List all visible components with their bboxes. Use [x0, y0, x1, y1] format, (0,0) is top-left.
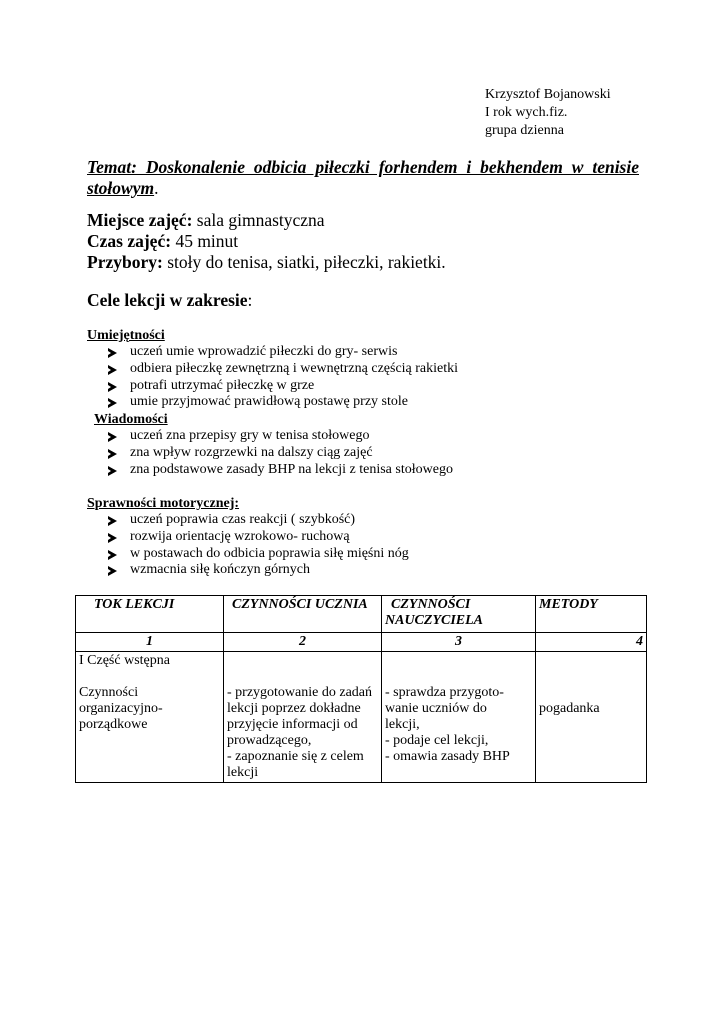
info-place-value: sala gimnastyczna [192, 210, 325, 230]
lesson-topic-suffix: . [154, 178, 159, 198]
knowledge-heading: Wiadomości [94, 412, 168, 427]
column-number: 4 [536, 633, 647, 652]
arrow-bullet-icon [108, 533, 117, 543]
info-time-label: Czas zajęć: [87, 231, 172, 251]
column-number: 2 [224, 633, 382, 652]
goals-heading-suffix: : [247, 290, 253, 310]
motor-list [108, 512, 409, 579]
arrow-bullet-icon [108, 382, 117, 392]
list-item: zna podstawowe zasady BHP na lekcji z tenisa stołowego [108, 462, 453, 479]
lesson-topic [87, 157, 639, 199]
row1-czynnosci-nauczyciela: - sprawdza przygoto- wanie uczniów do lekcji, - podaje cel lekcji, - omawia zasady BHP [382, 652, 536, 783]
motor-heading: Sprawności motorycznej: [87, 496, 240, 511]
table-header-row [76, 596, 647, 633]
list-item: uczeń zna przepisy gry w tenisa stołowego [108, 428, 453, 445]
row1-tok-lekcji: I Część wstępna Czynności organizacyjno- porządkowe [76, 652, 224, 783]
list-item: w postawach do odbicia poprawia siłę mięśni nóg [108, 546, 409, 563]
column-number: 1 [76, 633, 224, 652]
column-number: 3 [382, 633, 536, 652]
list-item: umie przyjmować prawidłową postawę przy stole [108, 394, 458, 411]
info-equipment-value: stoły do tenisa, siatki, piłeczki, rakietki. [162, 252, 446, 272]
list-item: odbiera piłeczkę zewnętrzną i wewnętrzną częścią rakietki [108, 361, 458, 378]
arrow-bullet-icon [108, 516, 117, 526]
arrow-bullet-icon [108, 550, 117, 560]
knowledge-list [108, 428, 453, 478]
header-czynnosci-nauczyciela: CZYNNOŚCI NAUCZYCIELA [382, 596, 536, 633]
arrow-bullet-icon [108, 566, 117, 576]
info-place [87, 210, 446, 231]
header-tok-lekcji: TOK LEKCJI [76, 596, 224, 633]
arrow-bullet-icon [108, 398, 117, 408]
goals-heading-label: Cele lekcji w zakresie [87, 290, 248, 310]
lesson-plan-table [75, 595, 647, 783]
list-item: potrafi utrzymać piłeczkę w grze [108, 378, 458, 395]
author-name: Krzysztof Bojanowski [485, 87, 611, 102]
header-metody: METODY [536, 596, 647, 633]
author-block [485, 86, 611, 140]
list-item: zna wpływ rozgrzewki na dalszy ciąg zajęć [108, 445, 453, 462]
arrow-bullet-icon [108, 432, 117, 442]
header-czynnosci-ucznia: CZYNNOŚCI UCZNIA [224, 596, 382, 633]
arrow-bullet-icon [108, 348, 117, 358]
info-place-label: Miejsce zajęć: [87, 210, 193, 230]
author-year: I rok wych.fiz. [485, 105, 568, 120]
list-item: rozwija orientację wzrokowo- ruchową [108, 529, 409, 546]
list-item: uczeń umie wprowadzić piłeczki do gry- serwis [108, 344, 458, 361]
list-item: uczeń poprawia czas reakcji ( szybkość) [108, 512, 409, 529]
lesson-info [87, 210, 446, 273]
goals-heading [87, 290, 252, 311]
table-number-row [76, 633, 647, 652]
lesson-topic-text: Temat: Doskonalenie odbicia piłeczki forhendem i bekhendem w tenisie stołowym [87, 157, 639, 198]
list-item: wzmacnia siłę kończyn górnych [108, 562, 409, 579]
arrow-bullet-icon [108, 449, 117, 459]
arrow-bullet-icon [108, 466, 117, 476]
info-equipment-label: Przybory: [87, 252, 163, 272]
table-row [76, 652, 647, 783]
row1-metody: pogadanka [536, 652, 647, 783]
row1-czynnosci-ucznia: - przygotowanie do zadań lekcji poprzez dokładne przyjęcie informacji od prowadzącego, - zapoznanie się z celem lekcji [224, 652, 382, 783]
info-time-value: 45 minut [171, 231, 239, 251]
info-time [87, 231, 446, 252]
skills-list [108, 344, 458, 411]
author-group: grupa dzienna [485, 123, 564, 138]
skills-heading: Umiejętności [87, 328, 165, 343]
arrow-bullet-icon [108, 365, 117, 375]
info-equipment [87, 252, 446, 273]
